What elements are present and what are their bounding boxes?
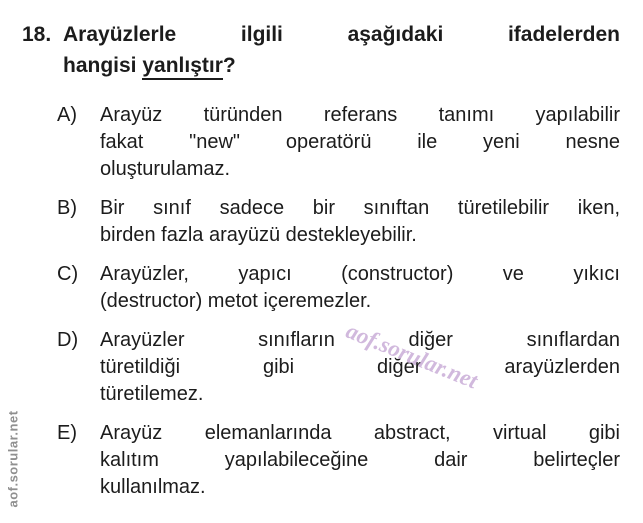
question (22, 19, 620, 81)
watermark-vertical-left: aof.sorular.net (5, 410, 21, 508)
option-text-line: türetilemez. (100, 383, 204, 405)
option-letter: A) (57, 104, 77, 126)
option-text-line: Arayüzler, yapıcı (constructor) ve yıkıcı (100, 263, 620, 285)
question-line2 (63, 50, 620, 81)
option-text (100, 102, 620, 183)
question-line2-suffix: ? (222, 54, 236, 77)
option-text (100, 195, 620, 249)
option-text (100, 327, 620, 408)
option-letter: D) (57, 329, 79, 351)
option-letter: B) (57, 197, 77, 219)
option-row-D (57, 327, 620, 408)
option-text-line: türetildiği gibi diğer arayüzlerden (100, 356, 620, 378)
question-line2-prefix: hangisi (63, 54, 137, 77)
watermark-diagonal: aof.sorular.net (342, 318, 482, 394)
option-text-line: oluşturulamaz. (100, 158, 231, 180)
options-list (22, 102, 620, 501)
option-row-A (57, 102, 620, 183)
option-letter: E) (57, 422, 77, 444)
option-text-line: Arayüzler sınıfların diğer sınıflardan (100, 329, 620, 351)
option-text-line: birden fazla arayüzü destekleyebilir. (100, 224, 417, 246)
option-text (100, 420, 620, 501)
option-row-C (57, 261, 620, 315)
option-text-line: Arayüz elemanlarında abstract, virtual gibi (100, 422, 620, 444)
option-text (100, 261, 620, 315)
question-number: 18. (22, 23, 52, 46)
option-text-line: Bir sınıf sadece bir sınıftan türetilebilir iken, (100, 197, 620, 219)
option-text-line: (destructor) metot içeremezler. (100, 290, 372, 312)
option-row-E (57, 420, 620, 501)
underlined-word: yanlıştır (142, 54, 223, 80)
option-text-line: Arayüz türünden referans tanımı yapılabilir (100, 104, 620, 126)
question-line1: Arayüzlerle ilgili aşağıdaki ifadelerden (63, 23, 620, 46)
option-text-line: fakat "new" operatörü ile yeni nesne (100, 131, 620, 153)
option-row-B (57, 195, 620, 249)
question-text (63, 19, 620, 81)
option-letter: C) (57, 263, 79, 285)
option-text-line: kalıtım yapılabileceğine dair belirteçler (100, 449, 620, 471)
option-text-line: kullanılmaz. (100, 476, 206, 498)
